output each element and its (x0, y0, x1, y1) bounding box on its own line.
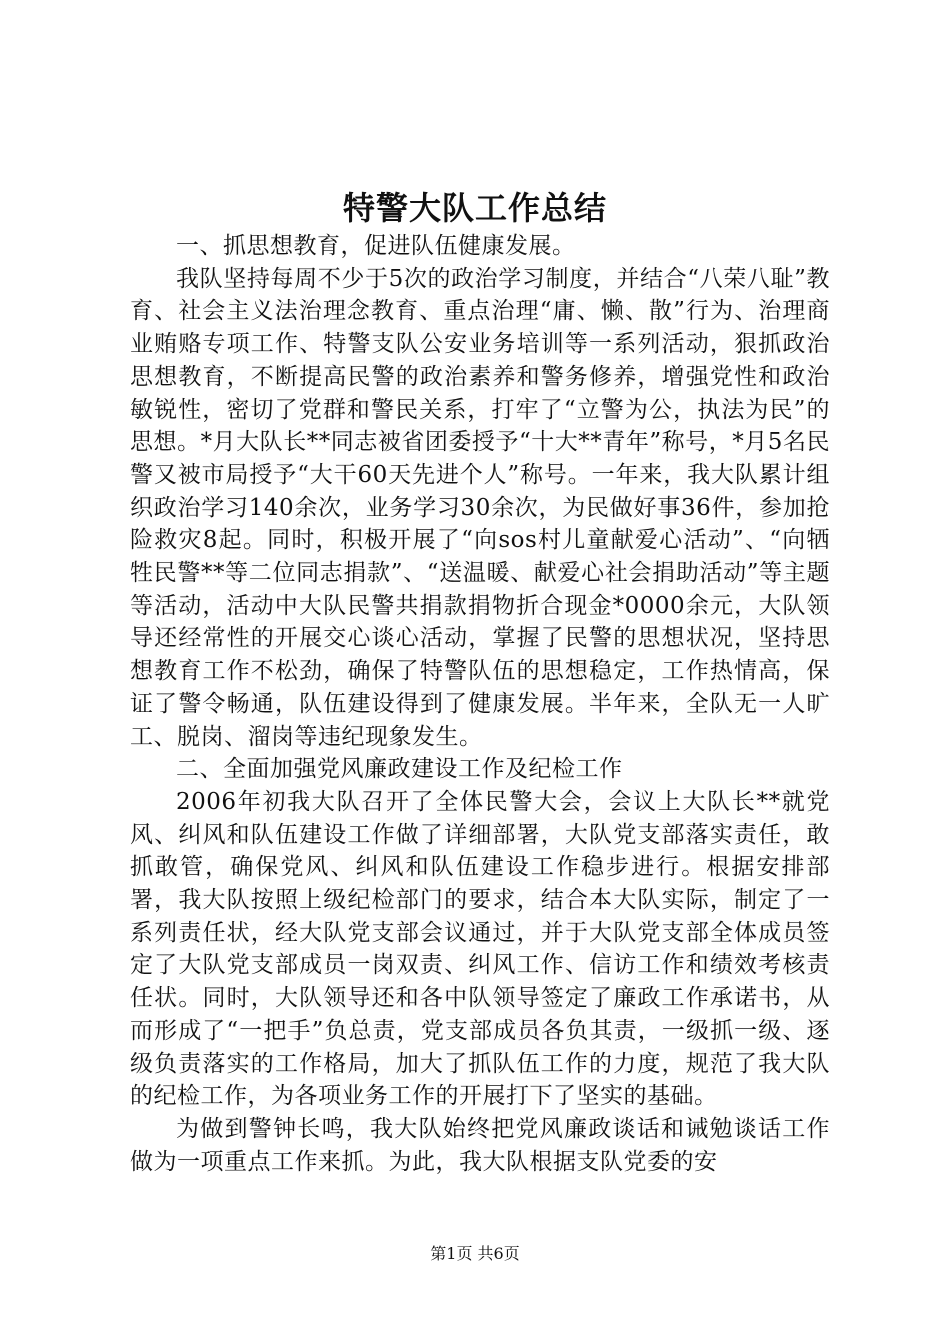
section-heading: 二、全面加强党风廉政建设工作及纪检工作 (176, 756, 623, 783)
page-footer: 第1页 共6页 (430, 1244, 520, 1263)
paragraph: 我队坚持每周不少于5次的政治学习制度，并结合“八荣八耻”教育、社会主义法治理念教育、重点治理“庸、懒、散”行为、治理商业贿赂专项工作、特警支队公安业务培训等一系列活动，狠抓政治思想教育，不断提高民警的政治素养和警务修养，增强党性和政治敏锐性，密切了党群和警民关系，打牢了“立警为公，执法为民”的思想。*月大队长**同志被省团委授予“十大**青年”称号，*月5名民警又被市局授予“大干60天先进个人”称号。一年来，我大队累计组织政治学习140余次，业务学习30余次，为民做好事36件，参加抢险救灾8起。同时，积极开展了“向sos村儿童献爱心活动”、“向牺牲民警**等二位同志捐款”、“送温暖、献爱心社会捐助活动”等主题等活动，活动中大队民警共捐款捐物折合现金*0000余元，大队领导还经常性的开展交心谈心活动，掌握了民警的思想状况，坚持思想教育工作不松劲，确保了特警队伍的思想稳定，工作热情高，保证了警令畅通，队伍建设得到了健康发展。半年来，全队无一人旷工、脱岗、溜岗等违纪现象发生。 (130, 265, 830, 750)
paragraph: 为做到警钟长鸣，我大队始终把党风廉政谈话和诫勉谈话工作做为一项重点工作来抓。为此，我大队根据支队党委的安 (130, 1115, 830, 1175)
paragraph: 2006年初我大队召开了全体民警大会，会议上大队长**就党风、纠风和队伍建设工作做了详细部署，大队党支部落实责任，敢抓敢管，确保党风、纠风和队伍建设工作稳步进行。根据安排部署，我大队按照上级纪检部门的要求，结合本大队实际，制定了一系列责任状，经大队党支部会议通过，并于大队党支部全体成员签定了大队党支部成员一岗双责、纠风工作、信访工作和绩效考核责任状。同时，大队领导还和各中队领导签定了廉政工作承诺书，从而形成了“一把手”负总责，党支部成员各负其责，一级抓一级、逐级负责落实的工作格局，加大了抓队伍工作的力度，规范了我大队的纪检工作，为各项业务工作的开展打下了坚实的基础。 (130, 788, 830, 1110)
section-1 (130, 230, 830, 753)
document-body (130, 230, 830, 1178)
section-heading: 一、抓思想教育，促进队伍健康发展。 (176, 233, 576, 259)
section-2 (130, 753, 830, 1178)
document-title: 特警大队工作总结 (342, 189, 607, 227)
